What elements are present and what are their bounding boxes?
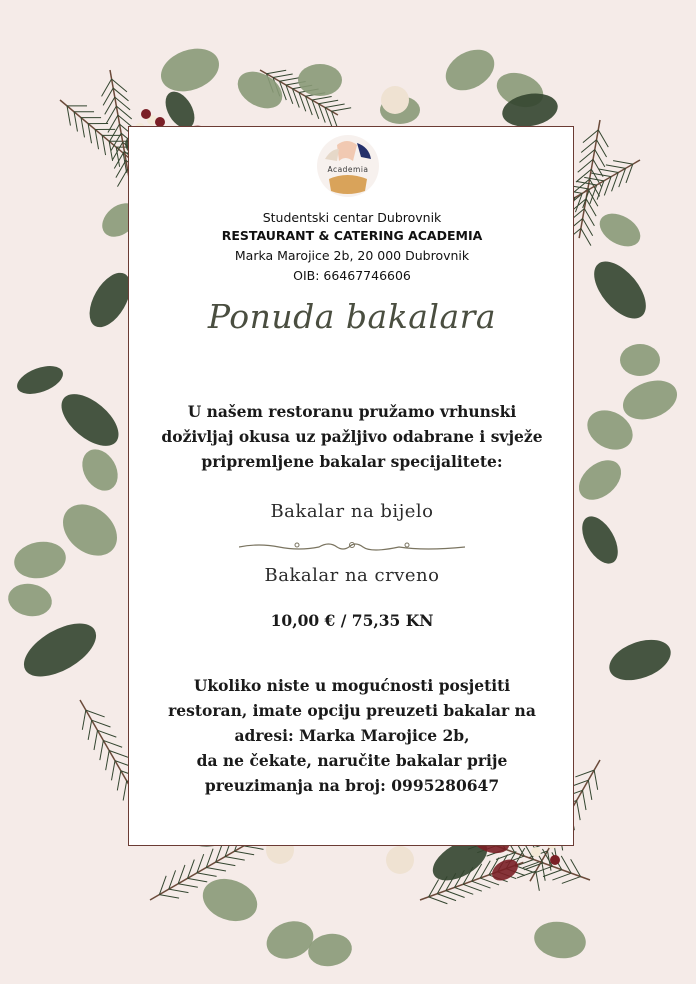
branch-icon: [562, 877, 581, 884]
leaf-icon: [11, 538, 68, 582]
branch-icon: [588, 780, 592, 800]
leaf-icon: [438, 41, 501, 98]
branch-icon: [266, 70, 286, 74]
branch-icon: [94, 730, 98, 750]
leaf-icon: [531, 918, 588, 962]
branch-icon: [312, 96, 332, 100]
branch-icon: [318, 100, 338, 104]
branch-icon: [552, 873, 571, 880]
branch-icon: [111, 761, 115, 781]
leaf-icon: [594, 207, 646, 253]
logo-text: Academia: [327, 165, 369, 174]
page-title: Ponuda bakalara: [207, 297, 497, 336]
branch-icon: [273, 74, 293, 78]
leaf-icon: [52, 384, 127, 455]
branch-icon: [472, 881, 491, 888]
branch-icon: [543, 870, 562, 877]
branch-icon: [100, 740, 104, 760]
branch-icon: [106, 751, 110, 771]
branch-icon: [117, 771, 121, 791]
leaf-icon: [155, 41, 225, 99]
branch-icon: [123, 781, 127, 801]
branch-icon: [206, 868, 226, 872]
header-line-3: Marka Marojice 2b, 20 000 Dubrovnik: [234, 248, 470, 263]
branch-icon: [279, 78, 299, 82]
price-label: 10,00 € / 75,35 KN: [270, 611, 434, 630]
pickup-line-2: restoran, imate opciju preuzeti bakalar na: [168, 701, 536, 720]
pickup-line-1: Ukoliko niste u mogućnosti posjetiti: [193, 676, 511, 695]
branch-icon: [82, 710, 86, 730]
pickup-line-4: da ne čekate, naručite bakalar prije: [196, 751, 508, 770]
branch-icon: [159, 895, 179, 899]
leaf-icon: [604, 632, 676, 688]
branch-icon: [584, 177, 604, 181]
branch-icon: [331, 108, 351, 112]
berry-icon: [531, 847, 541, 857]
branch-icon: [325, 104, 345, 108]
leaf-icon: [75, 443, 125, 497]
branch-icon: [429, 897, 448, 904]
leaf-icon: [6, 580, 55, 619]
berry-icon: [381, 86, 409, 114]
menu-item-2: Bakalar na crveno: [264, 565, 440, 586]
branch-icon: [463, 884, 482, 891]
branch-icon: [88, 720, 92, 740]
branch-icon: [437, 894, 456, 901]
leaf-icon: [584, 252, 655, 327]
header-line-2: RESTAURANT & CATERING ACADEMIA: [221, 228, 483, 243]
leaf-icon: [298, 64, 342, 96]
branch-icon: [613, 161, 633, 165]
header-line-4: OIB: 66467746606: [293, 268, 411, 283]
branch-icon: [216, 862, 236, 866]
branch-icon: [178, 884, 198, 888]
branch-icon: [536, 871, 540, 891]
leaf-icon: [13, 361, 66, 400]
leaf-icon: [15, 613, 104, 688]
header-line-1: Studentski centar Dubrovnik: [262, 210, 442, 225]
berry-icon: [550, 855, 560, 865]
menu-card: [128, 126, 574, 846]
branch-icon: [225, 857, 245, 861]
pickup-line-3: adresi: Marka Marojice 2b,: [234, 726, 470, 745]
leaf-icon: [575, 510, 625, 569]
leaf-icon: [231, 64, 289, 116]
leaf-icon: [618, 374, 683, 427]
branch-icon: [599, 169, 619, 173]
pickup-line-5: preuzimanja na broj: 0995280647: [204, 776, 500, 795]
menu-item-1: Bakalar na bijelo: [270, 501, 434, 522]
branch-icon: [594, 770, 598, 790]
academia-logo: [317, 135, 379, 197]
branch-icon: [244, 846, 264, 850]
branch-icon: [454, 887, 473, 894]
branch-icon: [234, 851, 254, 855]
branch-icon: [169, 889, 189, 893]
branch-icon: [606, 165, 626, 169]
ornament-divider: [239, 537, 465, 557]
intro-text: U našem restoranu pružamo vrhunski doživljaj okusa uz pažljivo odabrane i svježe pripremljene bakalar specijalitete:: [161, 402, 543, 471]
leaf-icon: [620, 344, 660, 376]
branch-icon: [188, 878, 208, 882]
leaf-icon: [197, 872, 263, 929]
branch-icon: [446, 891, 465, 898]
branch-icon: [583, 790, 587, 810]
berry-icon: [386, 846, 414, 874]
leaf-icon: [571, 452, 628, 507]
pickup-info: [154, 673, 550, 798]
berry-icon: [141, 109, 151, 119]
branch-icon: [197, 873, 217, 877]
branch-icon: [577, 800, 581, 820]
